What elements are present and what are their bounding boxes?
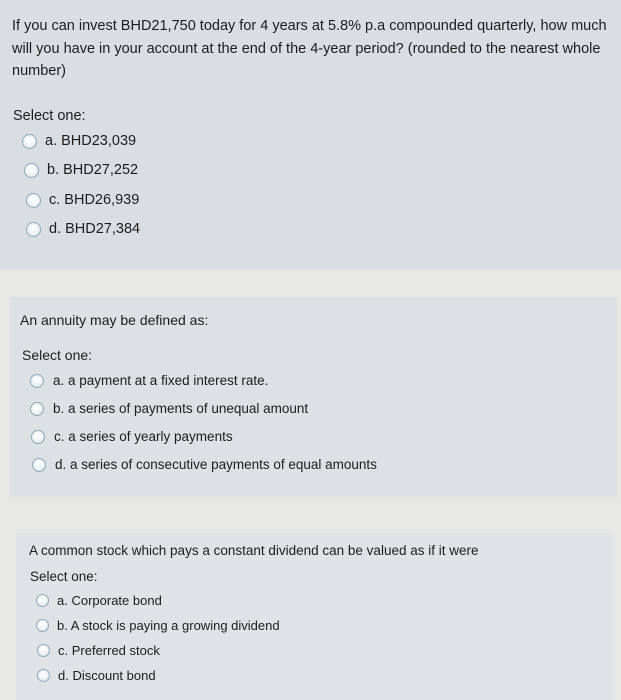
answer-option-label: c. a series of yearly payments xyxy=(54,429,233,444)
radio-button[interactable] xyxy=(36,594,49,607)
answer-option-d[interactable] xyxy=(26,221,140,237)
answer-option-b[interactable] xyxy=(24,162,138,178)
radio-button[interactable] xyxy=(31,430,45,444)
radio-button[interactable] xyxy=(30,374,44,388)
answer-option-a[interactable] xyxy=(36,593,162,608)
radio-button[interactable] xyxy=(36,619,49,632)
radio-button[interactable] xyxy=(37,669,50,682)
select-one-label: Select one: xyxy=(13,108,86,124)
answer-option-label: c. Preferred stock xyxy=(58,643,160,658)
radio-button[interactable] xyxy=(30,402,44,416)
answer-option-label: a. a payment at a fixed interest rate. xyxy=(53,373,269,388)
answer-option-a[interactable] xyxy=(22,133,136,149)
radio-button[interactable] xyxy=(24,163,39,178)
radio-button[interactable] xyxy=(26,193,41,208)
answer-option-b[interactable] xyxy=(30,401,308,416)
radio-button[interactable] xyxy=(32,458,46,472)
answer-option-d[interactable] xyxy=(37,668,156,683)
answer-option-label: c. BHD26,939 xyxy=(49,192,140,208)
answer-option-a[interactable] xyxy=(30,373,268,388)
answer-option-label: d. Discount bond xyxy=(58,668,156,683)
question-card-3 xyxy=(16,533,613,700)
answer-option-label: d. BHD27,384 xyxy=(49,221,141,237)
answer-option-d[interactable] xyxy=(32,457,377,472)
select-one-label: Select one: xyxy=(30,569,98,584)
question-text: A common stock which pays a constant dividend can be valued as if it were xyxy=(29,543,479,558)
select-one-label: Select one: xyxy=(22,347,93,363)
answer-option-label: b. BHD27,252 xyxy=(47,162,139,178)
question-text: An annuity may be defined as: xyxy=(20,312,209,328)
radio-button[interactable] xyxy=(37,644,50,657)
answer-option-label: a. BHD23,039 xyxy=(45,133,137,149)
answer-option-c[interactable] xyxy=(26,192,139,208)
answer-option-label: d. a series of consecutive payments of equal amounts xyxy=(55,457,377,472)
question-text: If you can invest BHD21,750 today for 4 years at 5.8% p.a compounded quarterly, how much will you have in your account at the end of the 4-year period? (rounded to the nearest whole number) xyxy=(12,18,607,79)
answer-option-c[interactable] xyxy=(31,429,233,444)
answer-option-b[interactable] xyxy=(36,618,280,633)
answer-option-label: b. A stock is paying a growing dividend xyxy=(57,618,280,633)
question-card-1 xyxy=(0,0,621,270)
radio-button[interactable] xyxy=(22,134,37,149)
question-card-2 xyxy=(10,297,617,497)
radio-button[interactable] xyxy=(26,222,41,237)
answer-option-label: b. a series of payments of unequal amount xyxy=(53,401,309,416)
answer-option-c[interactable] xyxy=(37,643,160,658)
answer-option-label: a. Corporate bond xyxy=(57,593,162,608)
